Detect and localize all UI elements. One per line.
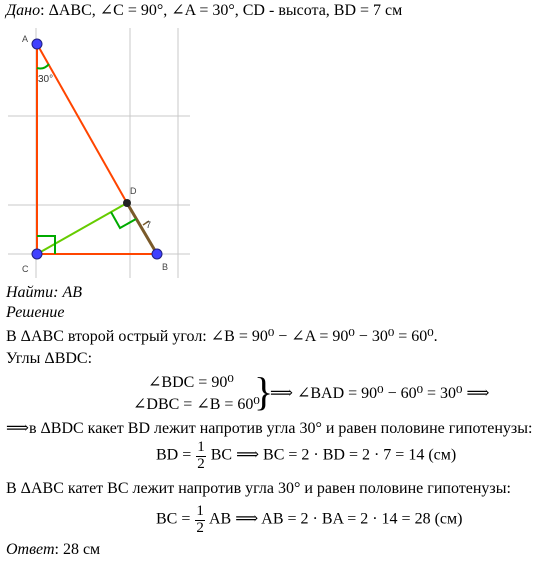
label-d: D [130, 186, 137, 196]
system-line-1: ∠BDC = 90⁰ [148, 374, 234, 391]
eq2-left: BC = [156, 510, 191, 528]
label-c: C [22, 264, 29, 274]
side-bd [127, 203, 157, 254]
solution-line-2: Углы ΔBDC: [6, 350, 93, 367]
eq2-denominator: 2 [196, 520, 204, 536]
equation-2 [156, 504, 462, 536]
find-label: Найти [6, 284, 54, 301]
given-label: Дано [6, 2, 41, 19]
equation-1 [156, 440, 456, 472]
find-text: : AB [53, 284, 82, 301]
eq1-left: BD = [156, 446, 192, 464]
solution-line-1: В ΔABC второй острый угол: ∠B = 90⁰ − ∠A = 90⁰ − 30⁰ = 60⁰. [6, 328, 438, 345]
given-line [6, 0, 402, 20]
point-c [32, 249, 42, 259]
eq2-fraction [195, 504, 205, 536]
angle-a-label: 30° [38, 74, 54, 85]
label-b: B [162, 262, 169, 272]
point-b [152, 249, 162, 259]
eq1-fraction [196, 440, 206, 472]
point-a [32, 39, 42, 49]
system-brace: } [254, 369, 274, 414]
point-d [123, 199, 131, 207]
triangle-figure [0, 22, 200, 280]
solution-line-3: ⟹в ΔBDC какет BD лежит напротив угла 30° и равен половине гипотенузы: [6, 420, 533, 437]
eq1-right: BC ⟹ BC = 2 · BD = 2 · 7 = 14 (см) [210, 446, 457, 464]
system-line-2: ∠DBC = ∠B = 60⁰ [133, 396, 260, 413]
bd-length-label: 7 [146, 220, 152, 230]
height-cd [37, 203, 127, 254]
side-ad [37, 44, 127, 203]
answer-label: Ответ [6, 541, 55, 558]
given-text: : ΔABC, ∠C = 90°, ∠A = 30°, CD - высота, BD = 7 см [40, 2, 403, 19]
eq1-denominator: 2 [197, 456, 205, 472]
solution-label: Решение [6, 304, 65, 321]
system-result: ⟹ ∠BAD = 90⁰ − 60⁰ = 30⁰ ⟹ [270, 385, 490, 402]
answer-text: : 28 см [54, 541, 101, 558]
find-line [6, 284, 82, 302]
solution-line-4: В ΔABC катет BC лежит напротив угла 30° и равен половине гипотенузы: [6, 480, 511, 497]
eq2-right: AB ⟹ AB = 2 · BA = 2 · 14 = 28 (см) [209, 510, 463, 528]
answer-line [6, 541, 100, 559]
angle-a-arc [37, 64, 49, 69]
label-a: A [22, 34, 29, 44]
eq1-numerator: 1 [197, 439, 205, 455]
eq2-numerator: 1 [196, 503, 204, 519]
